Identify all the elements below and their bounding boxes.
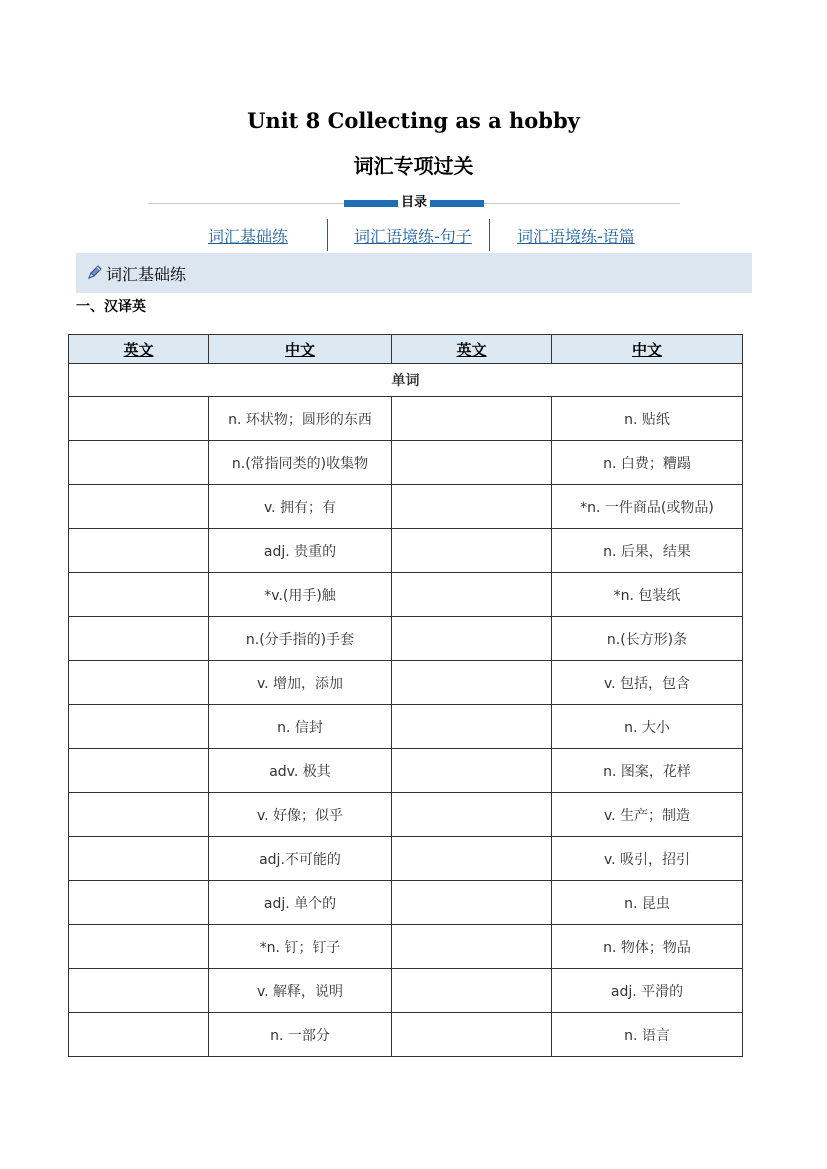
table-row xyxy=(69,969,743,1013)
english-answer-cell[interactable] xyxy=(69,837,209,881)
chinese-meaning-cell: n.(长方形)条 xyxy=(552,617,743,661)
header-chinese: 中文 xyxy=(552,335,743,364)
english-answer-cell[interactable] xyxy=(392,793,552,837)
chinese-meaning-cell: adj. 平滑的 xyxy=(552,969,743,1013)
table-row xyxy=(69,881,743,925)
english-answer-cell[interactable] xyxy=(69,441,209,485)
chinese-meaning-cell: n. 后果，结果 xyxy=(552,529,743,573)
chinese-meaning-cell: v. 解释，说明 xyxy=(209,969,392,1013)
table-row xyxy=(69,573,743,617)
english-answer-cell[interactable] xyxy=(69,925,209,969)
english-answer-cell[interactable] xyxy=(392,573,552,617)
chinese-meaning-cell: n. 白费；糟蹋 xyxy=(552,441,743,485)
chinese-meaning-cell: *n. 钉；钉子 xyxy=(209,925,392,969)
chinese-meaning-cell: *n. 包装纸 xyxy=(552,573,743,617)
table-row xyxy=(69,837,743,881)
part-title: 一、汉译英 xyxy=(76,299,146,315)
chinese-meaning-cell: v. 包括，包含 xyxy=(552,661,743,705)
english-answer-cell[interactable] xyxy=(392,749,552,793)
toc-link-sentence[interactable]: 词汇语境练-句子 xyxy=(354,227,472,246)
chinese-meaning-cell: n. 物体；物品 xyxy=(552,925,743,969)
chinese-meaning-cell: n. 图案，花样 xyxy=(552,749,743,793)
toc-bar-right xyxy=(426,200,484,207)
english-answer-cell[interactable] xyxy=(392,705,552,749)
vocab-table xyxy=(68,334,743,1057)
chinese-meaning-cell: n.(常指同类的)收集物 xyxy=(209,441,392,485)
english-answer-cell[interactable] xyxy=(392,1013,552,1057)
chinese-meaning-cell: adj. 贵重的 xyxy=(209,529,392,573)
table-row xyxy=(69,529,743,573)
toc-separator xyxy=(489,219,490,251)
english-answer-cell[interactable] xyxy=(392,441,552,485)
english-answer-cell[interactable] xyxy=(69,749,209,793)
chinese-meaning-cell: n. 大小 xyxy=(552,705,743,749)
chinese-meaning-cell: n. 环状物；圆形的东西 xyxy=(209,397,392,441)
english-answer-cell[interactable] xyxy=(69,1013,209,1057)
table-row xyxy=(69,661,743,705)
pen-icon xyxy=(86,263,104,285)
chinese-meaning-cell: n. 信封 xyxy=(209,705,392,749)
english-answer-cell[interactable] xyxy=(392,397,552,441)
english-answer-cell[interactable] xyxy=(392,837,552,881)
english-answer-cell[interactable] xyxy=(69,485,209,529)
table-row xyxy=(69,617,743,661)
table-row xyxy=(69,485,743,529)
table-row xyxy=(69,925,743,969)
table-row xyxy=(69,1013,743,1057)
group-label: 单词 xyxy=(69,364,743,397)
english-answer-cell[interactable] xyxy=(69,529,209,573)
english-answer-cell[interactable] xyxy=(392,485,552,529)
table-row xyxy=(69,397,743,441)
english-answer-cell[interactable] xyxy=(69,969,209,1013)
header-english: 英文 xyxy=(392,335,552,364)
english-answer-cell[interactable] xyxy=(392,617,552,661)
english-answer-cell[interactable] xyxy=(69,397,209,441)
header-chinese: 中文 xyxy=(209,335,392,364)
english-answer-cell[interactable] xyxy=(69,705,209,749)
chinese-meaning-cell: n. 一部分 xyxy=(209,1013,392,1057)
chinese-meaning-cell: v. 吸引，招引 xyxy=(552,837,743,881)
english-answer-cell[interactable] xyxy=(69,793,209,837)
section-header xyxy=(76,253,752,293)
toc-label: 目录 xyxy=(398,193,430,213)
english-answer-cell[interactable] xyxy=(69,881,209,925)
chinese-meaning-cell: n. 贴纸 xyxy=(552,397,743,441)
toc-bar-left xyxy=(344,200,402,207)
chinese-meaning-cell: n.(分手指的)手套 xyxy=(209,617,392,661)
chinese-meaning-cell: v. 生产；制造 xyxy=(552,793,743,837)
english-answer-cell[interactable] xyxy=(69,573,209,617)
toc-link-passage[interactable]: 词汇语境练-语篇 xyxy=(517,227,635,246)
chinese-meaning-cell: adv. 极其 xyxy=(209,749,392,793)
toc-link-basic[interactable]: 词汇基础练 xyxy=(208,227,289,246)
chinese-meaning-cell: *v.(用手)触 xyxy=(209,573,392,617)
page-title: Unit 8 Collecting as a hobby xyxy=(247,108,580,133)
table-row xyxy=(69,705,743,749)
english-answer-cell[interactable] xyxy=(392,925,552,969)
section-label: 词汇基础练 xyxy=(106,265,187,284)
chinese-meaning-cell: adj. 单个的 xyxy=(209,881,392,925)
page-subtitle: 词汇专项过关 xyxy=(353,154,474,178)
chinese-meaning-cell: n. 语言 xyxy=(552,1013,743,1057)
table-row xyxy=(69,441,743,485)
chinese-meaning-cell: *n. 一件商品(或物品) xyxy=(552,485,743,529)
table-row xyxy=(69,749,743,793)
english-answer-cell[interactable] xyxy=(392,969,552,1013)
english-answer-cell[interactable] xyxy=(69,661,209,705)
chinese-meaning-cell: v. 拥有；有 xyxy=(209,485,392,529)
english-answer-cell[interactable] xyxy=(392,881,552,925)
chinese-meaning-cell: v. 好像；似乎 xyxy=(209,793,392,837)
header-english: 英文 xyxy=(69,335,209,364)
chinese-meaning-cell: v. 增加，添加 xyxy=(209,661,392,705)
english-answer-cell[interactable] xyxy=(69,617,209,661)
chinese-meaning-cell: adj.不可能的 xyxy=(209,837,392,881)
toc-separator xyxy=(327,219,328,251)
english-answer-cell[interactable] xyxy=(392,529,552,573)
chinese-meaning-cell: n. 昆虫 xyxy=(552,881,743,925)
english-answer-cell[interactable] xyxy=(392,661,552,705)
table-row xyxy=(69,793,743,837)
